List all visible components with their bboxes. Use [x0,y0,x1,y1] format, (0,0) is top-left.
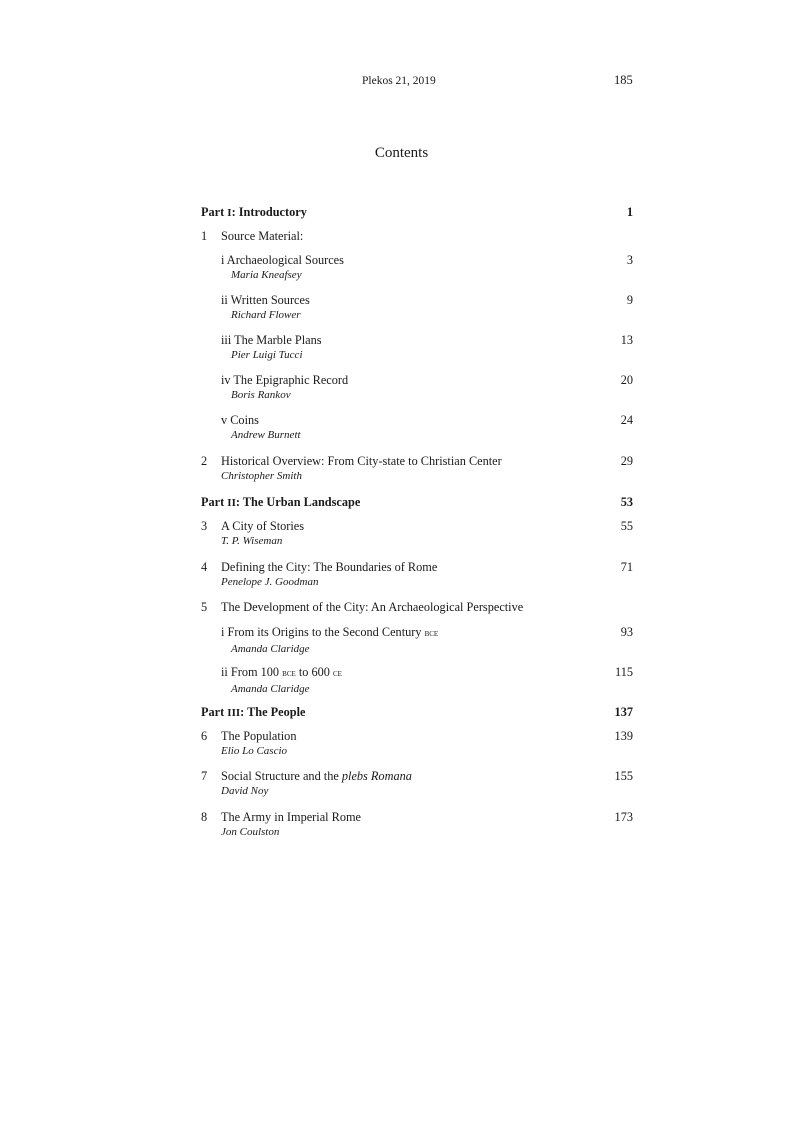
chapter-author: Andrew Burnett [231,429,301,441]
toc-page-number: 137 [614,705,633,719]
subchapter-title-text: i From its Origins to the Second Century [221,625,425,639]
chapter-author: Maria Kneafsey [231,269,302,281]
toc-page-number: 115 [615,665,633,679]
part-prefix: Part [201,495,228,509]
part-title: : The People [240,705,306,719]
chapter-number: 1 [201,229,208,243]
running-head [0,75,799,91]
toc-page-number: 3 [626,253,633,267]
chapter-title-text: Social Structure and the [221,769,342,783]
chapter-author: Richard Flower [231,309,301,321]
subchapter-title: iv The Epigraphic Record [221,373,349,387]
toc-chapter [201,518,633,559]
toc-page-number: 20 [620,373,633,387]
subchapter-title [221,624,633,642]
chapter-number: 5 [201,600,208,614]
toc-subchapter [201,664,633,704]
subchapter-title: iii The Marble Plans [221,333,322,347]
running-title: Plekos 21, 2019 [362,75,436,87]
chapter-number: 6 [201,729,208,743]
chapter-number: 3 [201,519,208,533]
subchapter-title-text: to 600 [295,665,334,679]
part-title: : Introductory [231,205,307,219]
subchapter-title: i Archaeological Sources [221,253,344,267]
chapter-title [221,768,633,784]
chapter-number: 4 [201,560,208,574]
toc-chapter [201,599,633,624]
toc-page-number: 139 [614,729,633,743]
toc-subchapter [201,332,633,372]
part-prefix: Part [201,205,228,219]
chapter-title: The Development of the City: An Archaeological Perspective [221,600,524,614]
subchapter-title: v Coins [221,413,259,427]
part-numeral: II [227,497,236,509]
chapter-author: Christopher Smith [221,470,302,482]
chapter-title: The Population [221,729,297,743]
toc-chapter [201,809,633,849]
chapter-author: Boris Rankov [231,389,291,401]
toc-subchapter [201,624,633,664]
subchapter-title [221,664,633,682]
toc-subchapter [201,252,633,292]
chapter-author: Jon Coulston [221,826,280,838]
toc-page-number: 13 [620,333,633,347]
subchapter-title-text: ii From 100 [221,665,283,679]
chapter-author: David Noy [221,785,269,797]
toc-page-number: 155 [614,769,633,783]
toc-subchapter [201,412,633,453]
chapter-title-italic: plebs Romana [341,769,412,783]
toc-page-number: 24 [620,413,633,427]
part-title: : The Urban Landscape [235,495,361,509]
toc-page-number: 29 [620,454,633,468]
chapter-author: Amanda Claridge [231,643,310,655]
toc-chapter [201,453,633,494]
chapter-title: A City of Stories [221,519,305,533]
chapter-author: T. P. Wiseman [221,535,283,547]
chapter-author: Pier Luigi Tucci [231,349,303,361]
chapter-number: 2 [201,454,208,468]
toc-page-number: 71 [620,560,633,574]
toc-chapter [201,728,633,768]
chapter-title: Historical Overview: From City-state to Christian Center [221,454,502,468]
chapter-author: Penelope J. Goodman [221,576,319,588]
chapter-number: 8 [201,810,208,824]
toc-page-number: 55 [620,519,633,533]
toc-chapter [201,559,633,599]
toc-page-number: 9 [626,293,633,307]
table-of-contents [201,204,633,849]
part-numeral: I [227,207,232,219]
chapter-author: Elio Lo Cascio [221,745,288,757]
chapter-title: Source Material: [221,229,304,243]
chapter-title: The Army in Imperial Rome [221,810,362,824]
page-title: Contents [374,145,429,161]
toc-page-number: 93 [620,625,633,639]
toc-part-heading [201,494,633,518]
chapter-title: Defining the City: The Boundaries of Rome [221,560,438,574]
toc-part-heading [201,204,633,228]
part-numeral: III [227,707,241,719]
toc-page-number: 173 [614,810,633,824]
era-abbrev: bce [282,668,296,679]
chapter-number: 7 [201,769,208,783]
toc-page-number: 1 [626,205,633,219]
toc-subchapter [201,292,633,332]
toc-chapter [201,768,633,809]
part-prefix: Part [201,705,228,719]
era-abbrev: ce [333,668,342,679]
subchapter-title: ii Written Sources [221,293,310,307]
era-abbrev: bce [424,628,439,639]
toc-part-heading [201,704,633,728]
toc-chapter [201,228,633,252]
chapter-author: Amanda Claridge [231,683,310,695]
toc-page-number: 53 [620,495,633,509]
page-number: 185 [614,73,633,87]
toc-subchapter [201,372,633,412]
